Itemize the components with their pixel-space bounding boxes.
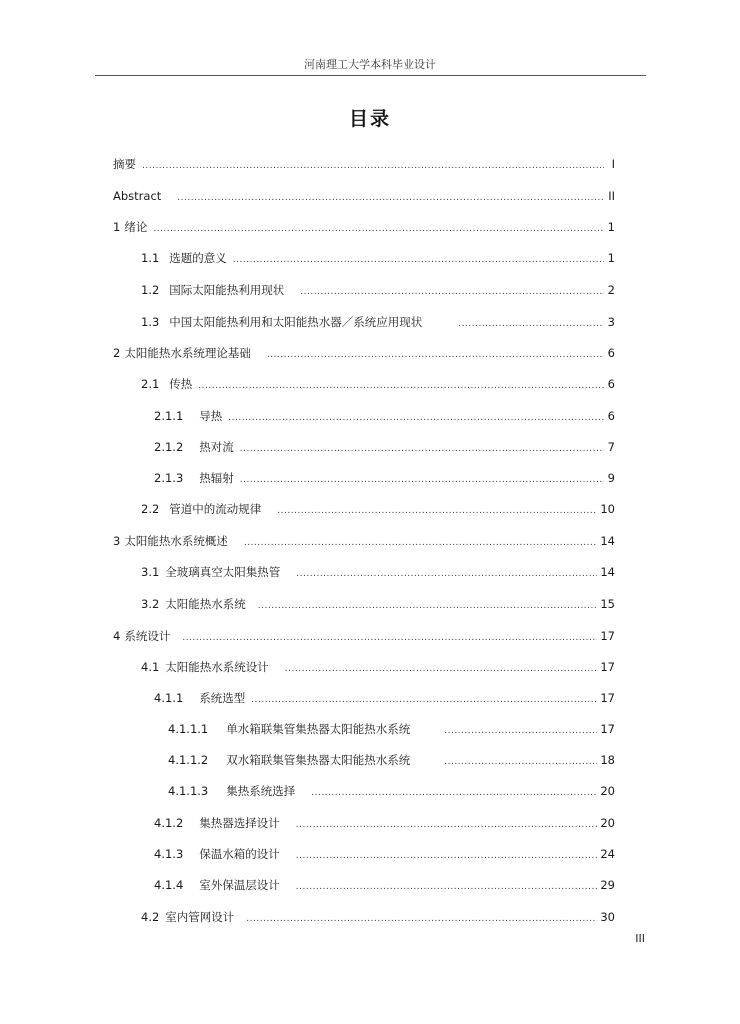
toc-entry-number: 1.3: [141, 315, 160, 329]
toc-entry-number: 4.2: [141, 910, 160, 924]
toc-entry-number: 4: [113, 629, 121, 643]
toc-entry-label: 选题的意义: [169, 251, 227, 265]
toc-entry[interactable]: [113, 188, 615, 206]
toc-entry-page: 15: [600, 597, 615, 611]
toc-entry-page: 17: [600, 722, 615, 736]
toc-entry-label: 中国太阳能热利用和太阳能热水器／系统应用现状: [169, 315, 423, 329]
toc-title: 目录: [348, 108, 391, 130]
toc-entry-page: 6: [607, 377, 615, 391]
toc-entry-number: 3: [113, 534, 121, 548]
toc-dot-leader: [240, 441, 604, 457]
toc-dot-leader: [177, 190, 604, 206]
toc-entry[interactable]: [113, 156, 615, 174]
toc-entry-number: 2.1.2: [154, 440, 184, 454]
toc-entry-label: 太阳能热水系统概述: [124, 534, 228, 548]
toc-dot-leader: [153, 221, 604, 237]
toc-entry-label: 室内管网设计: [165, 910, 235, 924]
toc-entry[interactable]: [154, 815, 615, 833]
toc-entry-label: 管道中的流动规律: [169, 502, 262, 516]
toc-entry[interactable]: [141, 909, 615, 927]
toc-entry-page: 1: [607, 251, 615, 265]
toc-entry-label: 集热器选择设计: [199, 816, 280, 830]
toc-entry-number: 1.1: [141, 251, 160, 265]
toc-entry[interactable]: [113, 345, 615, 363]
toc-entry-page: 20: [600, 816, 615, 830]
toc-dot-leader: [246, 911, 597, 927]
toc-entry-page: 24: [600, 847, 615, 861]
toc-entry-page: 18: [600, 753, 615, 767]
toc-entry-label: 绪论: [124, 220, 148, 234]
toc-dot-leader: [285, 661, 598, 677]
toc-entry-page: I: [611, 157, 615, 171]
toc-dot-leader: [228, 410, 604, 426]
toc-entry-label: 热辐射: [199, 471, 234, 485]
toc-entry[interactable]: [141, 501, 615, 519]
toc-entry-number: 3.2: [141, 597, 160, 611]
page-number: III: [635, 932, 645, 945]
toc-entry[interactable]: [141, 564, 615, 582]
toc-entry[interactable]: [113, 628, 615, 646]
toc-dot-leader: [277, 503, 597, 519]
toc-entry-label: 热对流: [199, 440, 234, 454]
toc-dot-leader: [300, 284, 604, 300]
toc-dot-leader: [296, 848, 598, 864]
toc-entry-page: 29: [600, 878, 615, 892]
toc-dot-leader: [142, 158, 604, 174]
toc-entry[interactable]: [154, 846, 615, 864]
toc-entry-page: 6: [607, 346, 615, 360]
toc-dot-leader: [198, 378, 604, 394]
toc-entry-label: Abstract: [113, 189, 162, 203]
toc-entry-label: 室外保温层设计: [199, 878, 280, 892]
toc-entry-number: 4.1.3: [154, 847, 184, 861]
toc-entry[interactable]: [113, 533, 615, 551]
toc-dot-leader: [296, 566, 597, 582]
toc-dot-leader: [444, 754, 597, 770]
toc-entry-number: 2.1.3: [154, 471, 184, 485]
toc-entry-label: 系统选型: [199, 691, 246, 705]
toc-entry-number: 4.1.4: [154, 878, 184, 892]
toc-entry-page: 30: [600, 910, 615, 924]
toc-entry-number: 2.1: [141, 377, 160, 391]
toc-entry-number: 1: [113, 220, 121, 234]
toc-entry-label: 单水箱联集管集热器太阳能热水系统: [226, 722, 411, 736]
toc-entry-page: 20: [600, 784, 615, 798]
page-header: 河南理工大学本科毕业设计: [304, 58, 436, 71]
toc-entry-number: 4.1: [141, 660, 160, 674]
toc-entry-number: 2.2: [141, 502, 160, 516]
toc-entry-number: 1.2: [141, 283, 160, 297]
toc-entry-label: 太阳能热水系统理论基础: [124, 346, 251, 360]
toc-entry[interactable]: [113, 219, 615, 237]
toc-entry-page: II: [608, 189, 615, 203]
toc-entry-page: 17: [600, 660, 615, 674]
toc-dot-leader: [458, 316, 604, 332]
toc-entry-page: 10: [600, 502, 615, 516]
toc-dot-leader: [444, 723, 597, 739]
toc-dot-leader: [244, 535, 598, 551]
toc-entry-number: 4.1.1.2: [168, 753, 209, 767]
toc-entry-page: 6: [607, 409, 615, 423]
toc-entry[interactable]: [154, 470, 615, 488]
toc-entry[interactable]: [154, 439, 615, 457]
toc-entry-label: 摘要: [113, 157, 136, 171]
toc-entry-page: 9: [607, 471, 615, 485]
toc-entry-label: 集热系统选择: [226, 784, 296, 798]
toc-entry-label: 保温水箱的设计: [199, 847, 280, 861]
toc-entry[interactable]: [141, 282, 615, 300]
toc-entry-label: 全玻璃真空太阳集热管: [165, 565, 281, 579]
toc-entry[interactable]: [154, 877, 615, 895]
toc-entry-label: 双水箱联集管集热器太阳能热水系统: [226, 753, 411, 767]
toc-dot-leader: [240, 472, 604, 488]
toc-entry[interactable]: [154, 408, 615, 426]
toc-entry[interactable]: [141, 596, 615, 614]
toc-entry-label: 导热: [199, 409, 223, 423]
toc-entry-number: 3.1: [141, 565, 160, 579]
toc-entry[interactable]: [168, 752, 615, 770]
toc-entry[interactable]: [168, 721, 615, 739]
toc-entry[interactable]: [141, 376, 615, 394]
toc-entry-label: 国际太阳能热利用现状: [169, 283, 285, 297]
toc-entry-page: 14: [600, 534, 615, 548]
toc-dot-leader: [233, 252, 604, 268]
toc-dot-leader: [296, 817, 598, 833]
toc-entry-page: 7: [607, 440, 615, 454]
toc-entry-number: 2.1.1: [154, 409, 184, 423]
toc-entry[interactable]: [141, 250, 615, 268]
toc-entry-page: 17: [600, 629, 615, 643]
toc-dot-leader: [182, 630, 597, 646]
toc-entry-label: 系统设计: [124, 629, 171, 643]
toc-entry-number: 4.1.1: [154, 691, 184, 705]
toc-entry[interactable]: [141, 314, 615, 332]
toc-entry-label: 太阳能热水系统: [165, 597, 246, 611]
toc-dot-leader: [296, 879, 598, 895]
toc-entry-number: 4.1.1.3: [168, 784, 209, 798]
toc-entry[interactable]: [154, 690, 615, 708]
toc-entry-page: 1: [607, 220, 615, 234]
toc-entry-number: 2: [113, 346, 121, 360]
toc-entry-number: 4.1.1.1: [168, 722, 209, 736]
toc-entry-label: 太阳能热水系统设计: [165, 660, 269, 674]
toc-entry-number: 4.1.2: [154, 816, 184, 830]
toc-entry-page: 2: [607, 283, 615, 297]
toc-entry-label: 传热: [169, 377, 193, 391]
toc-entry-page: 17: [600, 691, 615, 705]
toc-entry[interactable]: [168, 783, 615, 801]
toc-dot-leader: [311, 785, 597, 801]
toc-dot-leader: [258, 598, 598, 614]
toc-entry[interactable]: [141, 659, 615, 677]
toc-dot-leader: [267, 347, 604, 363]
toc-dot-leader: [251, 692, 597, 708]
toc-entry-page: 3: [607, 315, 615, 329]
toc-entry-page: 14: [600, 565, 615, 579]
